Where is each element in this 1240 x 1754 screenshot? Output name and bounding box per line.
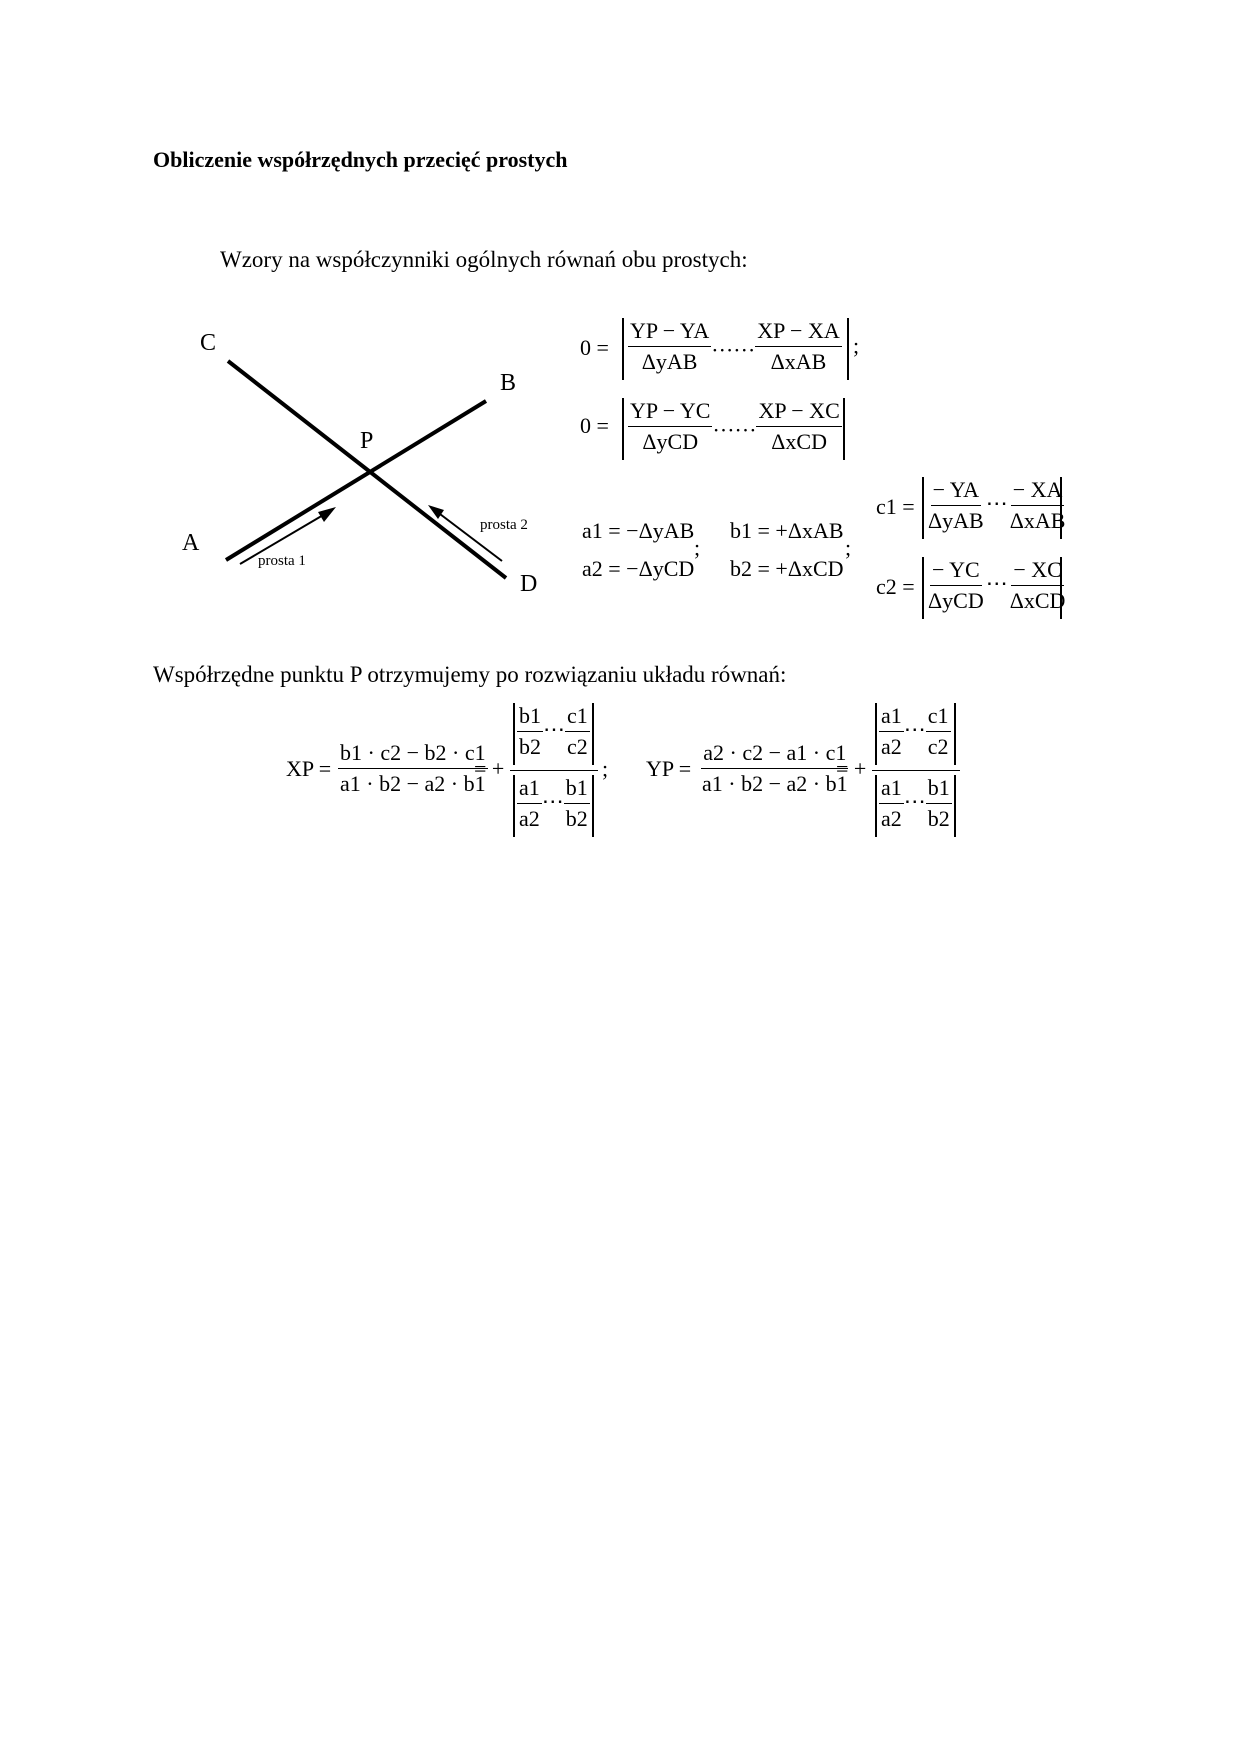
c1-bar-left <box>922 477 924 539</box>
yp-top-bar-left <box>875 703 877 765</box>
det2-body: $\frac{YP - YC}{\text{ΔyCD}}$ …… $\frac{XP - XC}{\text{ΔxCD}}$ <box>630 398 840 454</box>
point-a-label: A <box>182 530 200 556</box>
c2-bar-right <box>1060 557 1062 619</box>
page-title: Obliczenie współrzędnych przecięć prostych <box>153 147 568 172</box>
c2-frac-left: $\frac{- YC}{\text{ΔyCD}}$ <box>928 557 984 613</box>
xp-bot-det: $\frac{a1}{a2}$ ⋯ $\frac{b1}{b2}$ <box>519 775 588 831</box>
yp-top-det: $\frac{a1}{a2}$ ⋯ $\frac{c1}{c2}$ <box>881 703 949 759</box>
det1-semicolon: ; <box>853 333 860 358</box>
yp-bot-bar-right <box>954 775 956 837</box>
line-ab <box>226 401 486 560</box>
point-c-label: C <box>200 330 217 356</box>
yp-main-fraction-line <box>872 770 960 771</box>
xp-top-det: $\frac{b1}{b2}$ ⋯ $\frac{c1}{c2}$ <box>519 703 588 759</box>
c1-body: $\frac{- YA}{\text{ΔyAB}}$ ⋯ $\frac{- XA}{\text{ΔxAB}}$ <box>928 477 1066 533</box>
xp-lhs: XP = <box>286 756 332 781</box>
c2-bar-left <box>922 557 924 619</box>
det1-frac-right: $\frac{XP - XA}{\text{ΔxAB}}$ <box>757 318 840 374</box>
det1-bar-left <box>622 318 624 380</box>
xp-bot-bar-right <box>592 775 594 837</box>
yp-bot-bar-left <box>875 775 877 837</box>
det2-frac-left: $\frac{YP - YC}{\text{ΔyCD}}$ <box>630 398 711 454</box>
yp-bot-det: $\frac{a1}{a2}$ ⋯ $\frac{b1}{b2}$ <box>881 775 950 831</box>
c2-body: $\frac{- YC}{\text{ΔyCD}}$ ⋯ $\frac{- XC}{\text{ΔxCD}}$ <box>928 557 1066 613</box>
yp-mid: = + <box>836 756 867 781</box>
point-d-label: D <box>520 571 538 597</box>
det2-frac-right: $\frac{XP - XC}{\text{ΔxCD}}$ <box>758 398 840 454</box>
det2-lhs: 0 = <box>580 413 609 438</box>
xp-fraction: $\frac{b1 \cdot c2 - b2 \cdot c1}{a1 \cdot b2 - a2 \cdot b1}$ <box>340 740 486 796</box>
det1-frac-left: $\frac{YP - YA}{\text{ΔyAB}}$ <box>630 318 710 374</box>
xp-semicolon: ; <box>602 756 609 781</box>
line-1-label: prosta 1 <box>258 553 306 569</box>
intro-text: Wzory na współczynniki ogólnych równań obu prostych: <box>220 247 748 272</box>
system-intro-text: Współrzędne punktu P otrzymujemy po rozwiązaniu układu równań: <box>153 662 787 687</box>
c2-frac-right: $\frac{- XC}{\text{ΔxCD}}$ <box>1009 557 1066 613</box>
coef-a-semicolon: ; <box>694 535 701 560</box>
line-2-label: prosta 2 <box>480 517 528 533</box>
point-b-label: B <box>500 370 517 396</box>
c1-frac-left: $\frac{- YA}{\text{ΔyAB}}$ <box>928 477 984 533</box>
coef-c1-lhs: c1 = <box>876 494 915 519</box>
det1-lhs: 0 = <box>580 335 609 360</box>
coef-a2: a2 = −ΔyCD <box>582 556 695 581</box>
coef-b-semicolon: ; <box>845 535 852 560</box>
yp-lhs: YP = <box>646 756 692 781</box>
yp-top-bar-right <box>954 703 956 765</box>
det1-body: $\frac{YP - YA}{\text{ΔyAB}}$ …… $\frac{XP - XA}{\text{ΔxAB}}$ <box>630 318 840 374</box>
xp-main-fraction-line <box>510 770 598 771</box>
coef-c2-lhs: c2 = <box>876 574 915 599</box>
point-p-label: P <box>360 428 374 454</box>
det2-bar-left <box>622 398 624 460</box>
arrow-1-head <box>318 507 336 522</box>
xp-top-bar-left <box>513 703 515 765</box>
coef-a1: a1 = −ΔyAB <box>582 518 695 543</box>
c1-bar-right <box>1060 477 1062 539</box>
coef-b2: b2 = +ΔxCD <box>730 556 844 581</box>
xp-mid: = + <box>474 756 505 781</box>
det1-bar-right <box>847 318 849 380</box>
coef-b1: b1 = +ΔxAB <box>730 518 844 543</box>
yp-fraction: $\frac{a2 \cdot c2 - a1 \cdot c1}{a1 \cdot b2 - a2 \cdot b1}$ <box>702 740 848 796</box>
c1-frac-right: $\frac{- XA}{\text{ΔxAB}}$ <box>1009 477 1066 533</box>
xp-bot-bar-left <box>513 775 515 837</box>
xp-top-bar-right <box>592 703 594 765</box>
det2-bar-right <box>843 398 845 460</box>
